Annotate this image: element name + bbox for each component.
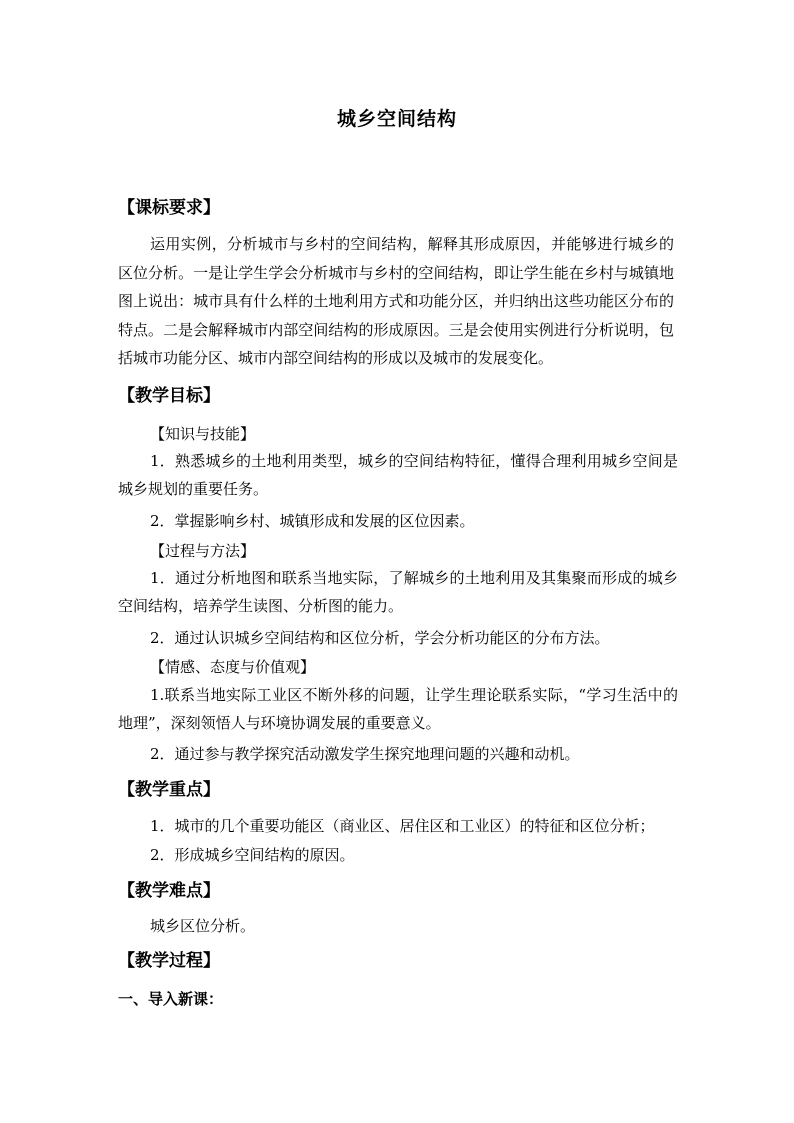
section-heading-process: 【教学过程】: [118, 951, 220, 971]
subheading-knowledge: 【知识与技能】: [150, 425, 256, 443]
page-title: 城乡空间结构: [336, 108, 457, 130]
difficulty-text: 城乡区位分析。: [150, 917, 256, 935]
section-heading-key-points: 【教学重点】: [118, 780, 220, 800]
key-point-item-1: 1．城市的几个重要功能区（商业区、居住区和工业区）的特征和区位分析；: [150, 817, 655, 835]
process-item-2: 2．通过认识城乡空间结构和区位分析，学会分析功能区的分布方法。: [150, 629, 610, 647]
process-item-1: 1．通过分析地图和联系当地实际，了解城乡的土地利用及其集聚而形成的城乡空间结构，培养学生读图、分析图的能力。: [118, 569, 678, 615]
key-point-item-2: 2．形成城乡空间结构的原因。: [150, 846, 355, 864]
section-heading-objectives: 【教学目标】: [118, 386, 220, 406]
subheading-attitude: 【情感、态度与价值观】: [150, 658, 316, 676]
knowledge-item-1: 1．熟悉城乡的土地利用类型，城乡的空间结构特征，懂得合理利用城乡空间是城乡规划的重要任务。: [118, 452, 678, 498]
section-heading-difficulties: 【教学难点】: [118, 881, 220, 901]
attitude-item-2: 2．通过参与教学探究活动激发学生探究地理问题的兴趣和动机。: [150, 745, 580, 763]
knowledge-item-2: 2．掌握影响乡村、城镇形成和发展的区位因素。: [150, 512, 475, 530]
curriculum-paragraph: 运用实例，分析城市与乡村的空间结构，解释其形成原因，并能够进行城乡的区位分析。一是让学生学会分析城市与乡村的空间结构，即让学生能在乡村与城镇地图上说出：城市具有什么样的土地利用方式和功能分区，并归纳出这些功能区分布的特点。二是会解释城市内部空间结构的形成原因。三是会使用实例进行分析说明，包括城市功能分区、城市内部空间结构的形成以及城市的发展变化。: [118, 235, 674, 367]
subheading-process: 【过程与方法】: [150, 542, 256, 560]
process-step-intro: 一、导入新课：: [118, 990, 224, 1008]
attitude-item-1: 1.联系当地实际工业区不断外移的问题，让学生理论联系实际，“学习生活中的地理”，深刻领悟人与环境协调发展的重要意义。: [118, 686, 678, 732]
section-heading-curriculum: 【课标要求】: [118, 198, 220, 218]
